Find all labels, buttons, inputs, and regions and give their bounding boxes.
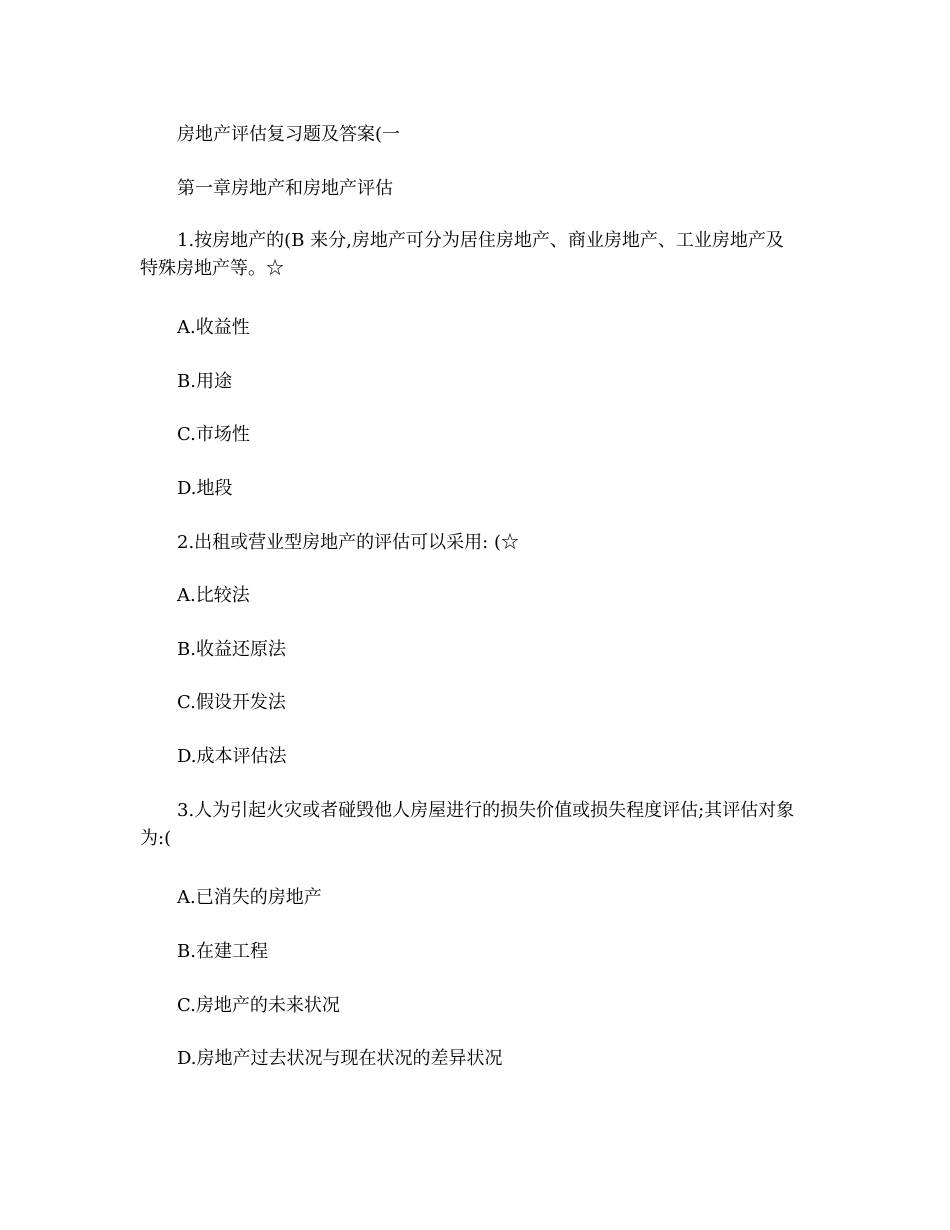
question-2-stem: 2.出租或营业型房地产的评估可以采用: (☆ bbox=[177, 532, 519, 553]
question-3-option-d: D.房地产过去状况与现在状况的差异状况 bbox=[177, 1048, 503, 1069]
question-2-option-a: A.比较法 bbox=[177, 585, 250, 606]
question-1-option-b: B.用途 bbox=[177, 371, 232, 392]
document-title: 房地产评估复习题及答案(一 bbox=[177, 124, 401, 145]
chapter-heading: 第一章房地产和房地产评估 bbox=[177, 178, 393, 199]
question-1-option-d: D.地段 bbox=[177, 478, 233, 499]
question-1-stem: 1.按房地产的(B 来分,房地产可分为居住房地产、商业房地产、工业房地产及特殊房地产等。☆ bbox=[140, 230, 784, 279]
question-2-option-d: D.成本评估法 bbox=[177, 746, 287, 767]
question-1-option-a: A.收益性 bbox=[177, 317, 250, 338]
question-2-option-b: B.收益还原法 bbox=[177, 639, 286, 660]
question-1-option-c: C.市场性 bbox=[177, 424, 250, 445]
question-3-option-c: C.房地产的未来状况 bbox=[177, 995, 340, 1016]
question-3-option-b: B.在建工程 bbox=[177, 941, 268, 962]
question-3-option-a: A.已消失的房地产 bbox=[177, 887, 322, 908]
question-3-stem: 3.人为引起火灾或者碰毁他人房屋进行的损失价值或损失程度评估;其评估对象为:( bbox=[140, 800, 795, 849]
question-2-option-c: C.假设开发法 bbox=[177, 692, 286, 713]
